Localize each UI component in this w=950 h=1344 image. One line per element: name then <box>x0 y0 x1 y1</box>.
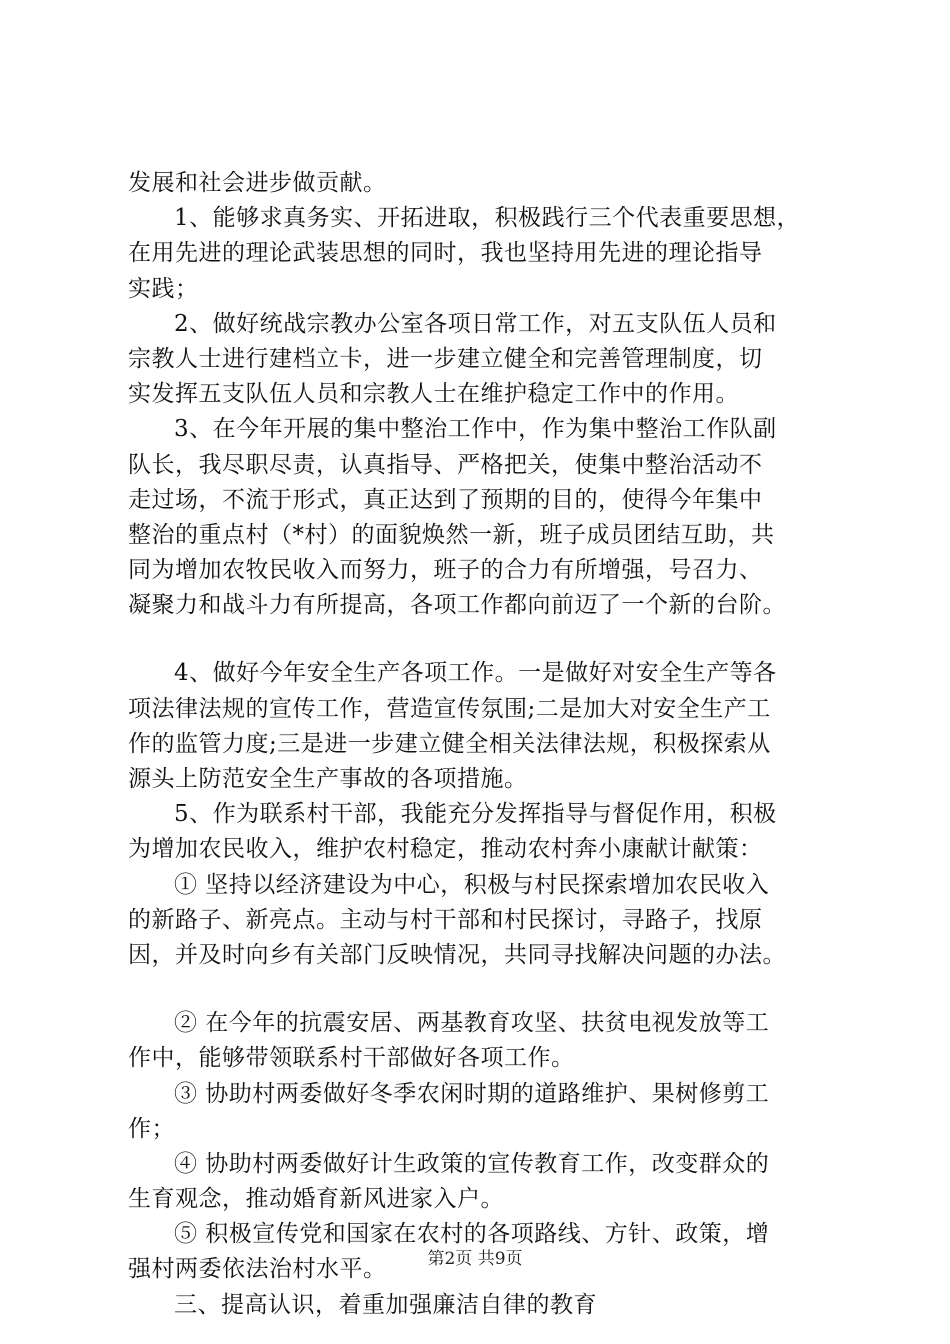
text-line: 同为增加农牧民收入而努力，班子的合力有所增强，号召力、 <box>128 557 763 584</box>
text-line: 宗教人士进行建档立卡，进一步建立健全和完善管理制度，切 <box>128 345 763 372</box>
text-line: 1、能够求真务实、开拓进取，积极践行三个代表重要思想， <box>174 205 801 232</box>
page-footer: 第2页 共9页 <box>427 1249 523 1269</box>
text-line: 4、做好今年安全生产各项工作。一是做好对安全生产等各 <box>174 660 777 687</box>
text-line: ④ 协助村两委做好计生政策的宣传教育工作，改变群众的 <box>174 1150 770 1177</box>
text-line: 因，并及时向乡有关部门反映情况，共同寻找解决问题的办法。 <box>128 941 786 968</box>
text-line: 走过场，不流于形式，真正达到了预期的目的，使得今年集中 <box>128 486 763 513</box>
text-line: 生育观念，推动婚育新风进家入户。 <box>128 1186 504 1213</box>
text-line: 3、在今年开展的集中整治工作中，作为集中整治工作队副 <box>174 416 777 443</box>
text-line: 2、做好统战宗教办公室各项日常工作，对五支队伍人员和 <box>174 310 777 337</box>
text-line: 5、作为联系村干部，我能充分发挥指导与督促作用，积极 <box>174 801 777 828</box>
text-line: 队长，我尽职尽责，认真指导、严格把关，使集中整治活动不 <box>128 451 763 478</box>
text-line: 为增加农民收入，维护农村稳定，推动农村奔小康献计献策： <box>128 836 763 863</box>
text-line: ⑤ 积极宣传党和国家在农村的各项路线、方针、政策，增 <box>174 1221 770 1248</box>
text-line: 强村两委依法治村水平。 <box>128 1256 387 1283</box>
paragraph-gap <box>128 623 840 656</box>
text-line: 凝聚力和战斗力有所提高，各项工作都向前迈了一个新的台阶。 <box>128 592 786 619</box>
text-line: 项法律法规的宣传工作，营造宣传氛围;二是加大对安全生产工 <box>128 695 771 722</box>
document-body <box>128 166 840 1323</box>
text-line: 作中，能够带领联系村干部做好各项工作。 <box>128 1045 575 1072</box>
text-line: 三、提高认识，着重加强廉洁自律的教育 <box>174 1291 597 1318</box>
text-line: ② 在今年的抗震安居、两基教育攻坚、扶贫电视发放等工 <box>174 1010 770 1037</box>
text-line: 的新路子、新亮点。主动与村干部和村民探讨，寻路子，找原 <box>128 906 763 933</box>
text-line: 实发挥五支队伍人员和宗教人士在维护稳定工作中的作用。 <box>128 381 739 408</box>
paragraph-gap <box>128 973 840 1006</box>
text-line: 在用先进的理论武装思想的同时，我也坚持用先进的理论指导 <box>128 240 763 267</box>
text-line: 作； <box>128 1115 175 1142</box>
text-line: 实践； <box>128 275 199 302</box>
text-line: 发展和社会进步做贡献。 <box>128 170 387 196</box>
text-line: 整治的重点村（*村）的面貌焕然一新，班子成员团结互助，共 <box>128 521 775 548</box>
text-line: 源头上防范安全生产事故的各项措施。 <box>128 766 528 792</box>
text-line: ① 坚持以经济建设为中心，积极与村民探索增加农民收入 <box>174 871 770 898</box>
text-line: ③ 协助村两委做好冬季农闲时期的道路维护、果树修剪工 <box>174 1080 770 1107</box>
text-line: 作的监管力度;三是进一步建立健全相关法律法规，积极探索从 <box>128 730 771 757</box>
